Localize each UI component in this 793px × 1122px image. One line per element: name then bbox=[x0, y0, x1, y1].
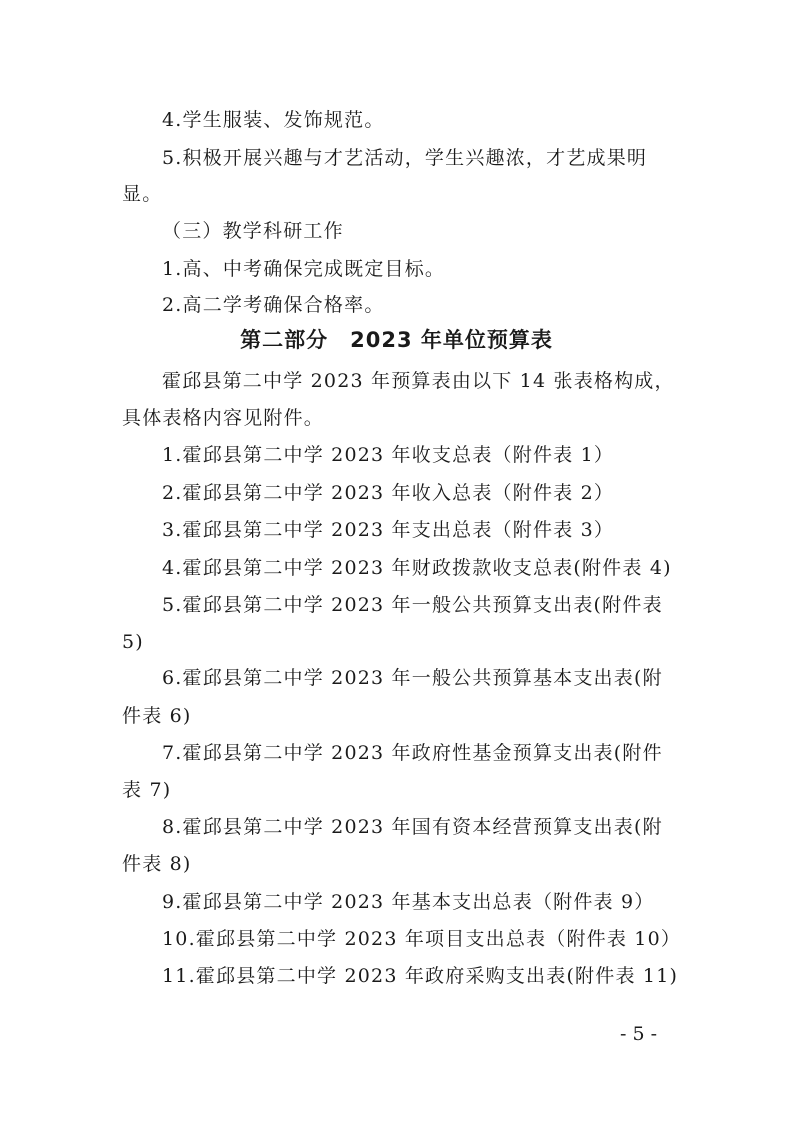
list-item: 1.霍邱县第二中学 2023 年收支总表（附件表 1） bbox=[162, 444, 615, 466]
paragraph-line: 霍邱县第二中学 2023 年预算表由以下 14 张表格构成， bbox=[162, 370, 675, 392]
list-item-continuation: 件表 8) bbox=[122, 853, 192, 875]
list-item-continuation: 件表 6) bbox=[122, 705, 192, 727]
list-item: 5.霍邱县第二中学 2023 年一般公共预算支出表(附件表 bbox=[162, 594, 663, 616]
paragraph-line: 2.高二学考确保合格率。 bbox=[162, 294, 385, 316]
list-item: 6.霍邱县第二中学 2023 年一般公共预算基本支出表(附 bbox=[162, 667, 663, 689]
list-item-continuation: 5) bbox=[122, 631, 144, 653]
list-item: 7.霍邱县第二中学 2023 年政府性基金预算支出表(附件 bbox=[162, 742, 663, 764]
list-item: 2.霍邱县第二中学 2023 年收入总表（附件表 2） bbox=[162, 482, 615, 504]
list-item: 8.霍邱县第二中学 2023 年国有资本经营预算支出表(附 bbox=[162, 816, 663, 838]
list-item: 4.霍邱县第二中学 2023 年财政拨款收支总表(附件表 4) bbox=[162, 557, 672, 579]
part-title: 第二部分 2023 年单位预算表 bbox=[240, 328, 553, 352]
list-item: 10.霍邱县第二中学 2023 年项目支出总表（附件表 10） bbox=[162, 928, 682, 950]
paragraph-line: 4.学生服装、发饰规范。 bbox=[162, 109, 385, 131]
list-item: 9.霍邱县第二中学 2023 年基本支出总表（附件表 9） bbox=[162, 891, 655, 913]
list-item-continuation: 表 7) bbox=[122, 779, 172, 801]
paragraph-line: 5.积极开展兴趣与才艺活动，学生兴趣浓，才艺成果明 bbox=[162, 147, 648, 169]
paragraph-line: 1.高、中考确保完成既定目标。 bbox=[162, 258, 446, 280]
section-heading: （三）教学科研工作 bbox=[162, 220, 344, 242]
paragraph-line: 具体表格内容见附件。 bbox=[122, 407, 325, 429]
list-item: 3.霍邱县第二中学 2023 年支出总表（附件表 3） bbox=[162, 519, 615, 541]
page-number: - 5 - bbox=[620, 1023, 658, 1045]
paragraph-line: 显。 bbox=[122, 183, 163, 205]
list-item: 11.霍邱县第二中学 2023 年政府采购支出表(附件表 11) bbox=[162, 965, 679, 987]
